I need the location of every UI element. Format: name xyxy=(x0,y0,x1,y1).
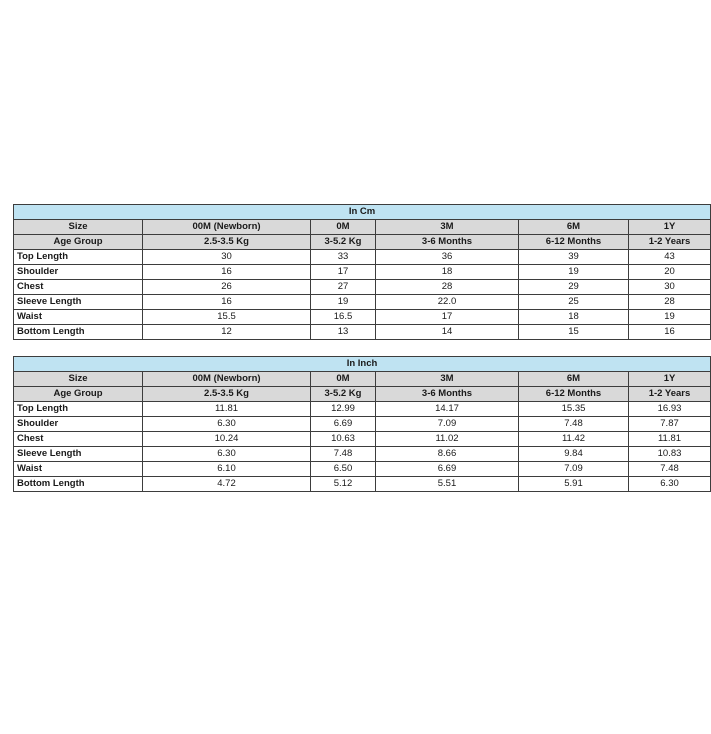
measurement-value: 6.69 xyxy=(376,462,519,477)
size-column-header: 1Y xyxy=(629,220,711,235)
measurement-label: Sleeve Length xyxy=(14,295,143,310)
measurement-value: 17 xyxy=(376,310,519,325)
measurement-value: 30 xyxy=(143,250,311,265)
age-group-label: Age Group xyxy=(14,235,143,250)
measurement-value: 8.66 xyxy=(376,447,519,462)
measurement-value: 16 xyxy=(629,325,711,340)
measurement-label: Bottom Length xyxy=(14,325,143,340)
measurement-label: Top Length xyxy=(14,250,143,265)
table-title-row xyxy=(14,205,711,220)
measurement-label: Shoulder xyxy=(14,417,143,432)
measurement-value: 15.35 xyxy=(519,402,629,417)
table-row xyxy=(14,402,711,417)
measurement-value: 16 xyxy=(143,295,311,310)
measurement-value: 7.09 xyxy=(376,417,519,432)
measurement-value: 7.09 xyxy=(519,462,629,477)
measurement-value: 15 xyxy=(519,325,629,340)
measurement-value: 5.51 xyxy=(376,477,519,492)
measurement-value: 16 xyxy=(143,265,311,280)
measurement-value: 10.83 xyxy=(629,447,711,462)
measurement-value: 19 xyxy=(629,310,711,325)
measurement-value: 12 xyxy=(143,325,311,340)
measurement-label: Chest xyxy=(14,432,143,447)
size-column-header: 0M xyxy=(311,220,376,235)
measurement-label: Shoulder xyxy=(14,265,143,280)
age-group-value: 6-12 Months xyxy=(519,387,629,402)
measurement-value: 6.30 xyxy=(629,477,711,492)
measurement-value: 10.63 xyxy=(311,432,376,447)
measurement-value: 36 xyxy=(376,250,519,265)
measurement-value: 7.48 xyxy=(629,462,711,477)
age-group-value: 3-5.2 Kg xyxy=(311,387,376,402)
measurement-value: 26 xyxy=(143,280,311,295)
age-group-label: Age Group xyxy=(14,387,143,402)
measurement-value: 28 xyxy=(629,295,711,310)
measurement-value: 33 xyxy=(311,250,376,265)
size-column-header: 3M xyxy=(376,372,519,387)
measurement-value: 11.81 xyxy=(143,402,311,417)
size-column-header: 1Y xyxy=(629,372,711,387)
measurement-value: 22.0 xyxy=(376,295,519,310)
measurement-value: 19 xyxy=(519,265,629,280)
age-group-value: 1-2 Years xyxy=(629,387,711,402)
measurement-value: 15.5 xyxy=(143,310,311,325)
measurement-label: Chest xyxy=(14,280,143,295)
measurement-value: 6.69 xyxy=(311,417,376,432)
measurement-label: Waist xyxy=(14,310,143,325)
size-header-row xyxy=(14,220,711,235)
measurement-value: 13 xyxy=(311,325,376,340)
table-row xyxy=(14,462,711,477)
size-header-label: Size xyxy=(14,220,143,235)
measurement-value: 18 xyxy=(376,265,519,280)
measurement-value: 14 xyxy=(376,325,519,340)
measurement-label: Top Length xyxy=(14,402,143,417)
measurement-value: 18 xyxy=(519,310,629,325)
table-row xyxy=(14,477,711,492)
measurement-value: 10.24 xyxy=(143,432,311,447)
table-title-row xyxy=(14,357,711,372)
age-group-value: 2.5-3.5 Kg xyxy=(143,387,311,402)
measurement-value: 17 xyxy=(311,265,376,280)
measurement-value: 25 xyxy=(519,295,629,310)
age-group-row xyxy=(14,387,711,402)
age-group-value: 3-6 Months xyxy=(376,387,519,402)
table-row xyxy=(14,417,711,432)
measurement-value: 12.99 xyxy=(311,402,376,417)
size-header-label: Size xyxy=(14,372,143,387)
size-column-header: 6M xyxy=(519,220,629,235)
table-row xyxy=(14,250,711,265)
measurement-value: 7.48 xyxy=(311,447,376,462)
size-chart-inch-table xyxy=(13,356,711,492)
measurement-value: 16.5 xyxy=(311,310,376,325)
age-group-value: 3-5.2 Kg xyxy=(311,235,376,250)
size-chart-cm-table xyxy=(13,204,711,340)
table-row xyxy=(14,310,711,325)
age-group-value: 2.5-3.5 Kg xyxy=(143,235,311,250)
measurement-value: 6.30 xyxy=(143,447,311,462)
table-title: In Inch xyxy=(14,357,711,372)
measurement-value: 5.91 xyxy=(519,477,629,492)
measurement-label: Bottom Length xyxy=(14,477,143,492)
measurement-value: 5.12 xyxy=(311,477,376,492)
table-title: In Cm xyxy=(14,205,711,220)
measurement-value: 39 xyxy=(519,250,629,265)
age-group-value: 6-12 Months xyxy=(519,235,629,250)
measurement-value: 19 xyxy=(311,295,376,310)
age-group-row xyxy=(14,235,711,250)
table-row xyxy=(14,280,711,295)
size-column-header: 0M xyxy=(311,372,376,387)
measurement-label: Sleeve Length xyxy=(14,447,143,462)
table-row xyxy=(14,295,711,310)
measurement-value: 7.87 xyxy=(629,417,711,432)
size-header-row xyxy=(14,372,711,387)
measurement-label: Waist xyxy=(14,462,143,477)
measurement-value: 6.10 xyxy=(143,462,311,477)
table-row xyxy=(14,265,711,280)
measurement-value: 20 xyxy=(629,265,711,280)
measurement-value: 4.72 xyxy=(143,477,311,492)
measurement-value: 6.50 xyxy=(311,462,376,477)
measurement-value: 27 xyxy=(311,280,376,295)
table-row xyxy=(14,432,711,447)
measurement-value: 11.42 xyxy=(519,432,629,447)
table-row xyxy=(14,325,711,340)
size-column-header: 00M (Newborn) xyxy=(143,372,311,387)
size-column-header: 00M (Newborn) xyxy=(143,220,311,235)
measurement-value: 6.30 xyxy=(143,417,311,432)
age-group-value: 1-2 Years xyxy=(629,235,711,250)
measurement-value: 11.02 xyxy=(376,432,519,447)
measurement-value: 30 xyxy=(629,280,711,295)
measurement-value: 16.93 xyxy=(629,402,711,417)
measurement-value: 11.81 xyxy=(629,432,711,447)
table-row xyxy=(14,447,711,462)
measurement-value: 14.17 xyxy=(376,402,519,417)
measurement-value: 7.48 xyxy=(519,417,629,432)
measurement-value: 28 xyxy=(376,280,519,295)
measurement-value: 29 xyxy=(519,280,629,295)
age-group-value: 3-6 Months xyxy=(376,235,519,250)
size-column-header: 6M xyxy=(519,372,629,387)
size-column-header: 3M xyxy=(376,220,519,235)
measurement-value: 43 xyxy=(629,250,711,265)
measurement-value: 9.84 xyxy=(519,447,629,462)
